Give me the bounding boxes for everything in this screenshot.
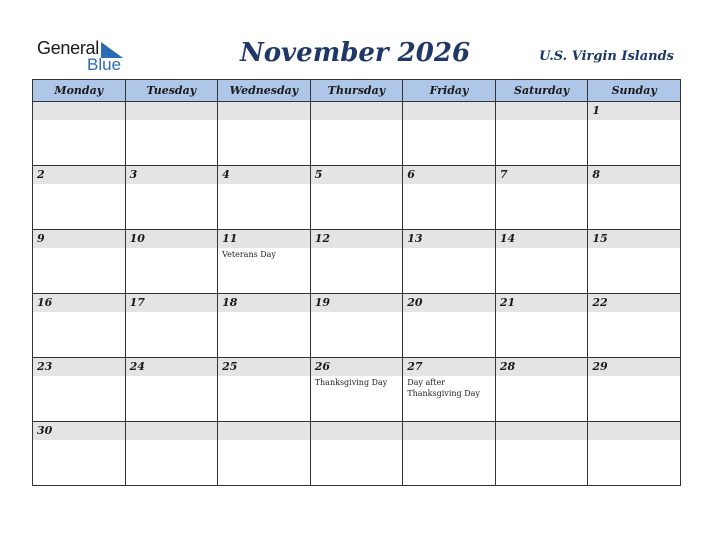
day-number-bar [126, 102, 218, 120]
day-number-bar [33, 358, 125, 376]
day-number-bar [218, 166, 310, 184]
weekday-header-monday: Monday [33, 80, 126, 102]
day-number-bar [496, 166, 588, 184]
week-row [33, 294, 681, 358]
day-number: 27 [407, 360, 423, 373]
day-cell [588, 166, 681, 230]
day-number-bar [588, 422, 680, 440]
day-number-bar [126, 294, 218, 312]
holiday-label: Thanksgiving Day [314, 378, 388, 387]
day-cell [125, 294, 218, 358]
day-number-bar [496, 102, 588, 120]
day-number: 20 [407, 296, 423, 309]
day-number: 9 [37, 232, 45, 245]
day-number: 3 [129, 168, 138, 181]
day-cell [495, 358, 588, 422]
day-cell [588, 230, 681, 294]
day-number-bar [588, 358, 680, 376]
day-number: 4 [222, 168, 230, 181]
day-cell [403, 422, 496, 486]
day-cell [495, 102, 588, 166]
day-cell [588, 102, 681, 166]
day-cell [495, 422, 588, 486]
day-cell [218, 166, 311, 230]
day-number: 22 [592, 296, 608, 309]
weekday-header-wednesday: Wednesday [218, 80, 311, 102]
day-cell [33, 358, 126, 422]
day-number-bar [218, 102, 310, 120]
day-cell [403, 230, 496, 294]
day-number: 16 [37, 296, 53, 309]
day-number-bar [33, 102, 125, 120]
weekday-header-saturday: Saturday [495, 80, 588, 102]
day-number-bar [311, 422, 403, 440]
weekday-header-tuesday: Tuesday [125, 80, 218, 102]
day-number: 6 [407, 168, 415, 181]
week-row [33, 102, 681, 166]
day-cell [310, 102, 403, 166]
day-number-bar [33, 294, 125, 312]
day-number-bar [126, 422, 218, 440]
day-number: 29 [592, 360, 608, 373]
day-cell [588, 422, 681, 486]
day-number: 5 [314, 168, 323, 181]
day-number: 30 [37, 424, 53, 437]
day-cell [218, 422, 311, 486]
day-number: 1 [592, 104, 601, 117]
day-cell [310, 230, 403, 294]
weekday-header-row [33, 80, 681, 102]
day-number-bar [403, 102, 495, 120]
day-number-bar [496, 358, 588, 376]
day-number-bar [311, 230, 403, 248]
day-number-bar [33, 422, 125, 440]
day-cell [33, 422, 126, 486]
weekday-header-thursday: Thursday [310, 80, 403, 102]
day-cell [33, 230, 126, 294]
day-cell [125, 230, 218, 294]
week-row [33, 230, 681, 294]
day-number-bar [403, 358, 495, 376]
day-number-bar [403, 294, 495, 312]
day-number: 18 [222, 296, 238, 309]
day-cell [218, 230, 311, 294]
day-cell [218, 102, 311, 166]
day-number-bar [126, 230, 218, 248]
day-cell [33, 102, 126, 166]
day-number: 10 [129, 232, 145, 245]
logo [37, 38, 137, 74]
day-number: 17 [129, 296, 145, 309]
day-cell [310, 166, 403, 230]
day-number: 2 [37, 168, 45, 181]
day-number-bar [496, 230, 588, 248]
day-number-bar [218, 358, 310, 376]
day-number: 14 [499, 232, 516, 245]
day-number-bar [588, 102, 680, 120]
weekday-header-sunday: Sunday [588, 80, 681, 102]
day-number: 7 [499, 168, 508, 181]
day-cell [125, 422, 218, 486]
day-number: 25 [222, 360, 238, 373]
day-number-bar [496, 294, 588, 312]
day-number: 12 [314, 232, 330, 245]
day-cell [588, 294, 681, 358]
day-number-bar [126, 358, 218, 376]
day-number-bar [311, 294, 403, 312]
day-number: 26 [314, 360, 330, 373]
weekday-header-friday: Friday [403, 80, 496, 102]
day-cell [125, 166, 218, 230]
day-cell [495, 294, 588, 358]
day-number-bar [588, 230, 680, 248]
day-number: 13 [407, 232, 423, 245]
day-cell [125, 102, 218, 166]
day-number-bar [218, 422, 310, 440]
day-number: 8 [592, 168, 601, 181]
day-cell [33, 294, 126, 358]
day-number-bar [588, 294, 680, 312]
holiday-label: Day after Thanksgiving Day [407, 378, 480, 398]
day-number-bar [311, 102, 403, 120]
page-title: November 2026 [239, 38, 471, 68]
day-number: 24 [129, 360, 145, 373]
week-row [33, 358, 681, 422]
region-label: U.S. Virgin Islands [539, 49, 674, 64]
day-cell [403, 166, 496, 230]
week-row [33, 422, 681, 486]
day-cell [403, 358, 496, 422]
day-cell [125, 358, 218, 422]
calendar-grid [32, 79, 681, 486]
day-cell [218, 294, 311, 358]
day-number: 11 [222, 232, 238, 245]
day-number: 23 [37, 360, 53, 373]
logo-blue-text: Blue [87, 55, 122, 74]
day-number-bar [126, 166, 218, 184]
day-cell [403, 102, 496, 166]
day-number: 15 [592, 232, 608, 245]
day-number-bar [403, 422, 495, 440]
day-number-bar [33, 230, 125, 248]
day-cell [310, 422, 403, 486]
logo-general-text: General [37, 38, 99, 58]
holiday-label: Veterans Day [222, 250, 276, 259]
day-number-bar [403, 230, 495, 248]
day-cell [495, 230, 588, 294]
day-number-bar [588, 166, 680, 184]
day-cell [588, 358, 681, 422]
day-cell [403, 294, 496, 358]
day-number-bar [218, 230, 310, 248]
day-cell [33, 166, 126, 230]
day-number-bar [33, 166, 125, 184]
week-row [33, 166, 681, 230]
day-number-bar [218, 294, 310, 312]
day-number-bar [496, 422, 588, 440]
day-number-bar [311, 166, 403, 184]
day-number: 21 [499, 296, 516, 309]
day-cell [310, 358, 403, 422]
day-number-bar [403, 166, 495, 184]
day-number: 19 [314, 296, 330, 309]
day-cell [495, 166, 588, 230]
day-number-bar [311, 358, 403, 376]
day-cell [310, 294, 403, 358]
day-cell [218, 358, 311, 422]
day-number: 28 [499, 360, 516, 373]
